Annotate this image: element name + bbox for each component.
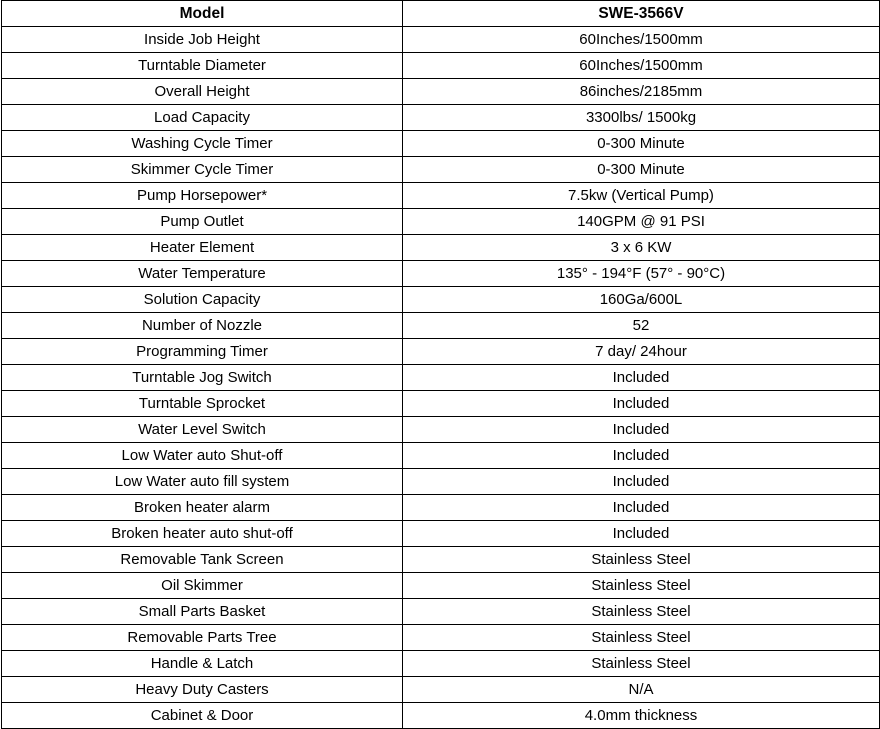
- spec-label-cell: Heater Element: [2, 235, 403, 261]
- spec-label-cell: Cabinet & Door: [2, 703, 403, 729]
- table-row: [2, 651, 880, 677]
- table-row: [2, 157, 880, 183]
- spec-value-cell: Stainless Steel: [403, 547, 880, 573]
- table-row: [2, 365, 880, 391]
- spec-value-cell: Included: [403, 443, 880, 469]
- header-cell-model-number: SWE-3566V: [403, 1, 880, 27]
- table-row: [2, 625, 880, 651]
- spec-value-cell: 7.5kw (Vertical Pump): [403, 183, 880, 209]
- table-row: [2, 53, 880, 79]
- spec-value-cell: 0-300 Minute: [403, 157, 880, 183]
- table-row: [2, 521, 880, 547]
- spec-value-cell: Stainless Steel: [403, 651, 880, 677]
- table-row: [2, 79, 880, 105]
- table-row: [2, 287, 880, 313]
- spec-value-cell: Included: [403, 521, 880, 547]
- header-row: [2, 1, 880, 27]
- spec-value-cell: 0-300 Minute: [403, 131, 880, 157]
- table-row: [2, 27, 880, 53]
- spec-value-cell: Included: [403, 391, 880, 417]
- spec-label-cell: Turntable Jog Switch: [2, 365, 403, 391]
- spec-value-cell: 86inches/2185mm: [403, 79, 880, 105]
- spec-value-cell: Stainless Steel: [403, 573, 880, 599]
- spec-label-cell: Number of Nozzle: [2, 313, 403, 339]
- spec-label-cell: Low Water auto Shut-off: [2, 443, 403, 469]
- spec-label-cell: Heavy Duty Casters: [2, 677, 403, 703]
- spec-label-cell: Turntable Diameter: [2, 53, 403, 79]
- header-cell-model: Model: [2, 1, 403, 27]
- spec-label-cell: Water Temperature: [2, 261, 403, 287]
- spec-label-cell: Handle & Latch: [2, 651, 403, 677]
- spec-label-cell: Small Parts Basket: [2, 599, 403, 625]
- table-row: [2, 391, 880, 417]
- spec-label-cell: Washing Cycle Timer: [2, 131, 403, 157]
- table-row: [2, 677, 880, 703]
- spec-label-cell: Load Capacity: [2, 105, 403, 131]
- spec-value-cell: Included: [403, 365, 880, 391]
- spec-value-cell: Included: [403, 495, 880, 521]
- spec-label-cell: Programming Timer: [2, 339, 403, 365]
- spec-value-cell: 3300lbs/ 1500kg: [403, 105, 880, 131]
- spec-label-cell: Broken heater auto shut-off: [2, 521, 403, 547]
- spec-label-cell: Skimmer Cycle Timer: [2, 157, 403, 183]
- table-row: [2, 105, 880, 131]
- table-row: [2, 209, 880, 235]
- spec-table-body: [2, 27, 880, 729]
- spec-label-cell: Oil Skimmer: [2, 573, 403, 599]
- table-row: [2, 495, 880, 521]
- spec-label-cell: Overall Height: [2, 79, 403, 105]
- spec-label-cell: Inside Job Height: [2, 27, 403, 53]
- spec-label-cell: Turntable Sprocket: [2, 391, 403, 417]
- table-row: [2, 417, 880, 443]
- table-row: [2, 261, 880, 287]
- spec-value-cell: 4.0mm thickness: [403, 703, 880, 729]
- spec-label-cell: Solution Capacity: [2, 287, 403, 313]
- spec-label-cell: Pump Outlet: [2, 209, 403, 235]
- spec-label-cell: Removable Tank Screen: [2, 547, 403, 573]
- spec-value-cell: 60Inches/1500mm: [403, 53, 880, 79]
- table-row: [2, 703, 880, 729]
- table-row: [2, 469, 880, 495]
- spec-value-cell: 160Ga/600L: [403, 287, 880, 313]
- spec-label-cell: Low Water auto fill system: [2, 469, 403, 495]
- spec-value-cell: 3 x 6 KW: [403, 235, 880, 261]
- spec-label-cell: Broken heater alarm: [2, 495, 403, 521]
- spec-value-cell: 52: [403, 313, 880, 339]
- table-row: [2, 573, 880, 599]
- table-row: [2, 443, 880, 469]
- table-row: [2, 313, 880, 339]
- spec-value-cell: 140GPM @ 91 PSI: [403, 209, 880, 235]
- table-row: [2, 547, 880, 573]
- table-row: [2, 599, 880, 625]
- spec-label-cell: Removable Parts Tree: [2, 625, 403, 651]
- spec-table: [1, 0, 880, 729]
- spec-value-cell: 135° - 194°F (57° - 90°C): [403, 261, 880, 287]
- spec-value-cell: N/A: [403, 677, 880, 703]
- spec-value-cell: 7 day/ 24hour: [403, 339, 880, 365]
- table-row: [2, 183, 880, 209]
- spec-value-cell: Stainless Steel: [403, 599, 880, 625]
- spec-value-cell: Included: [403, 469, 880, 495]
- spec-value-cell: Stainless Steel: [403, 625, 880, 651]
- table-row: [2, 131, 880, 157]
- table-row: [2, 235, 880, 261]
- spec-label-cell: Water Level Switch: [2, 417, 403, 443]
- spec-value-cell: Included: [403, 417, 880, 443]
- spec-label-cell: Pump Horsepower*: [2, 183, 403, 209]
- spec-value-cell: 60Inches/1500mm: [403, 27, 880, 53]
- table-row: [2, 339, 880, 365]
